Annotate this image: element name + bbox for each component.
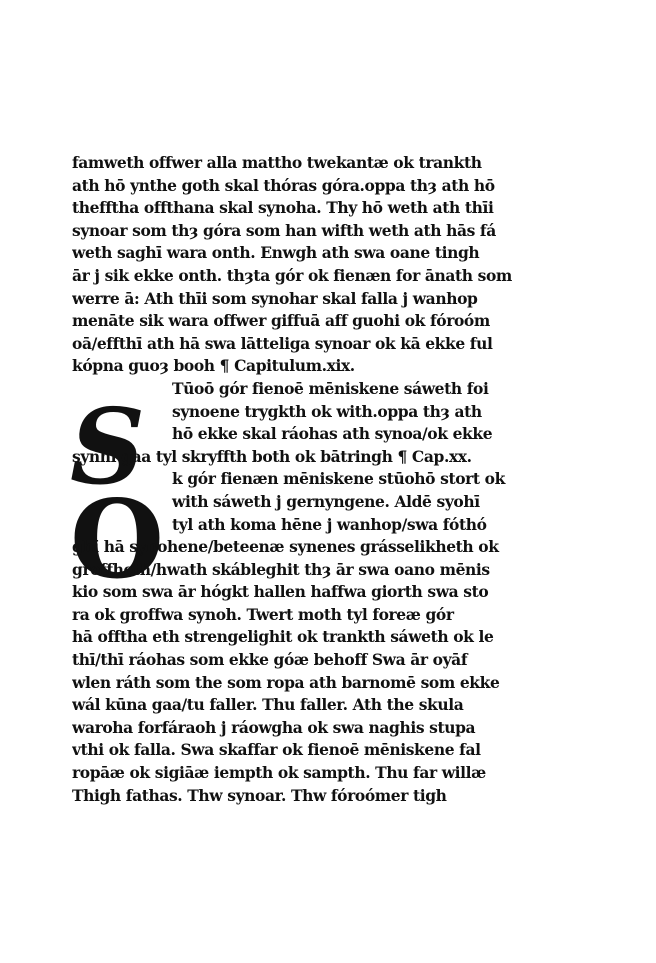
text-line: ra ok groffwa synoh. Twert moth tyl foreæ gór [72, 604, 454, 624]
text-line: menāte sik wara offwer giffuā aff guohi ok fóroóm [72, 311, 490, 331]
text-line: hō ekke skal ráohas ath synoa/ok ekke [172, 424, 493, 444]
text-line: thī/thī ráohas som ekke góæ behoff Swa ār oyāf [72, 650, 468, 670]
text-line: k gór fienæn mēniskene stūohō stort ok [172, 469, 505, 489]
text-line: ath hō ynthe goth skal thóras góra.oppa thȝ ath hō [72, 175, 495, 195]
text-line: Thigh fathas. Thw synoar. Thw fóroómer tigh [72, 785, 447, 805]
text-line: vthi ok falla. Swa skaffar ok fienoē mēniskene fal [72, 740, 481, 760]
chapter-heading-line: kópna guoȝ booh ¶ Capitulum.xix. [72, 356, 355, 376]
text-line: famweth offwer alla mattho twekantæ ok trankth [72, 153, 482, 172]
text-line: waroha forfáraoh j ráowgha ok swa naghis stupa [72, 717, 476, 737]
text-line: with sáweth j gernyngene. Aldē syohī [172, 491, 480, 511]
decorated-initial-o: O [70, 477, 165, 603]
text-line: groffheth/hwath skábleghit thȝ ār swa oano mēnis [72, 559, 490, 579]
text-line: ār j sik ekke onth. thȝta gór ok fienæn for ānath som [72, 265, 512, 285]
text-line: Tūoō gór fienoē mēniskene sáweth foi [172, 378, 489, 398]
text-line: wlen ráth som the som ropa ath barnomē som ekke [72, 672, 500, 692]
text-line: synoar som thȝ góra som han wifth weth ath hās fá [72, 220, 496, 240]
text-column [72, 152, 532, 807]
text-line: ropāæ ok sigiāæ iempth ok sampth. Thu far willæ [72, 763, 486, 783]
text-line: tyl ath koma hēne j wanhop/swa fóthó [172, 514, 487, 534]
decorated-initial-s: S [70, 385, 146, 508]
text-line: kio som swa ār hógkt hallen haffwa giorth swa sto [72, 582, 489, 602]
text-line: ghī hā synohene/beteenæ synenes grásselikheth ok [72, 537, 499, 557]
text-line: werre ā: Ath thīi som synohar skal falla j wanhop [72, 288, 478, 308]
text-line: hā offtha eth strengelighit ok trankth sáweth ok le [72, 627, 494, 647]
text-line: synoene trygkth ok with.oppa thȝ ath [172, 401, 482, 421]
chapter-heading-line: synhī gaa tyl skryffth both ok bātringh ¶ Cap.xx. [72, 446, 472, 466]
text-line: weth saghī wara onth. Enwgh ath swa oane tingh [72, 243, 480, 263]
text-line: wál kūna gaa/tu faller. Thu faller. Ath the skula [72, 695, 464, 715]
text-line: oā/effthī ath hā swa lātteliga synoar ok kā ekke ful [72, 333, 493, 353]
text-line: thefftha offthana skal synoha. Thy hō weth ath thīi [72, 198, 494, 218]
